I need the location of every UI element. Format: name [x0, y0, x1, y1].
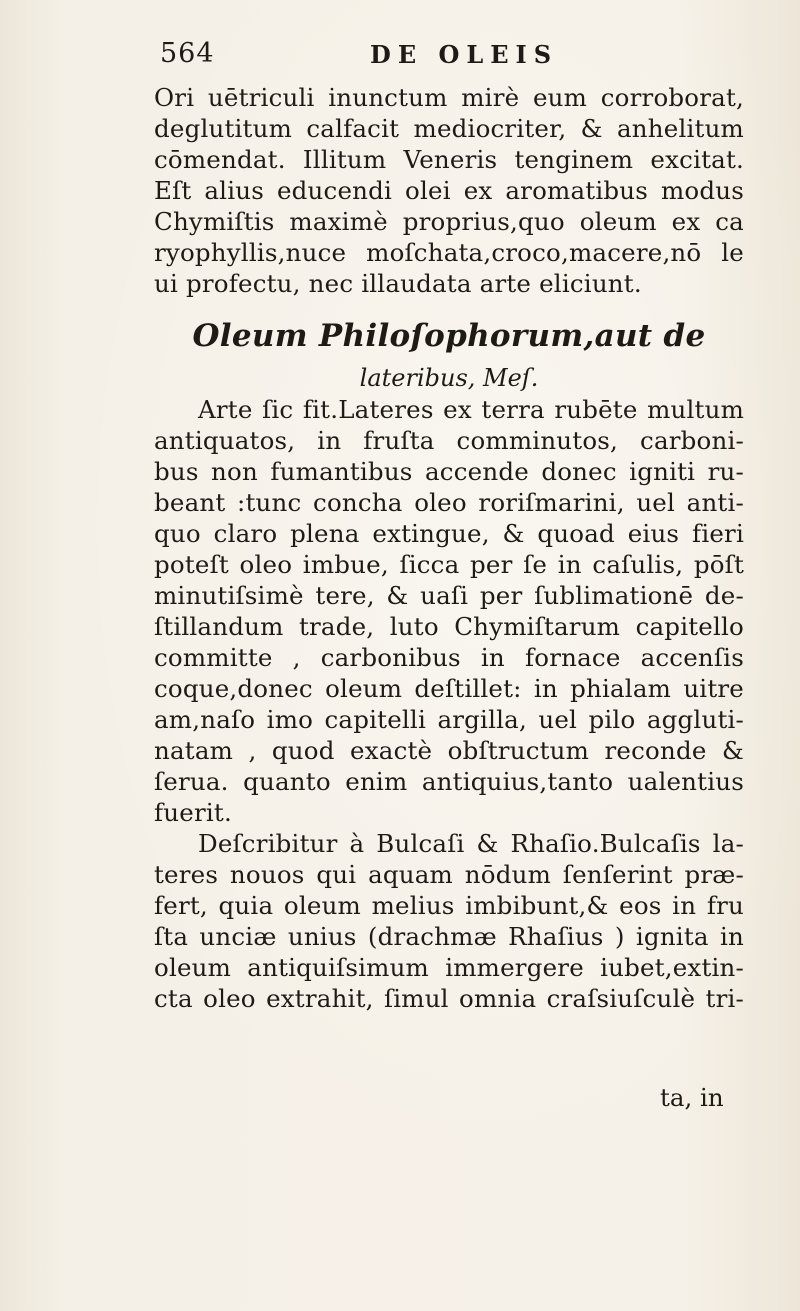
text-line: teres nouos qui aquam nōdum ſenſerint præ-	[154, 860, 744, 889]
text-line: cta oleo extrahit, ſimul omnia craſsiuſculè tri-	[154, 984, 744, 1013]
text-line: cōmendat. Illitum Veneris tenginem excitat.	[154, 145, 744, 174]
text-line: oleum antiquiſsimum immergere iubet,extin-	[154, 953, 744, 982]
text-line: ſta unciæ unius (drachmæ Rhaſius ) ignita in	[154, 922, 744, 951]
text-line: natam , quod exactè obſtructum reconde &	[154, 736, 744, 765]
section-heading-subtitle: lateribus, Meſ.	[359, 364, 539, 392]
section-heading-title: Oleum Philoſophorum,aut de	[192, 318, 706, 354]
running-head: DE OLEIS	[370, 40, 559, 69]
text-line: minutiſsimè tere, & uaſi per ſublimationē de-	[154, 581, 744, 610]
paragraph-2	[154, 394, 744, 828]
text-line: ui profectu, nec illaudata arte eliciunt.	[154, 269, 642, 298]
text-line: antiquatos, in fruſta comminutos, carboni-	[154, 426, 744, 455]
paragraph-1	[154, 82, 744, 299]
page-number: 564	[160, 38, 215, 69]
text-line: ſtillandum trade, luto Chymiſtarum capitello	[154, 612, 744, 641]
text-line: ryophyllis,nuce moſchata,croco,macere,nō le	[154, 238, 744, 267]
catchword: ta, in	[660, 1083, 724, 1112]
text-line: fuerit.	[154, 798, 232, 827]
text-line: poteſt oleo imbue, ſicca per ſe in caſulis, pōſt	[154, 550, 744, 579]
text-line: Arte ſic fit.Lateres ex terra rubēte multum	[198, 395, 744, 424]
text-line: coque,donec oleum deſtillet: in phialam uitre	[154, 674, 744, 703]
text-line: quo claro plena extingue, & quoad eius fieri	[154, 519, 744, 548]
text-line: Eſt alius educendi olei ex aromatibus modus	[154, 176, 744, 205]
text-line: am,naſo imo capitelli argilla, uel pilo aggluti-	[154, 705, 744, 734]
text-line: beant :tunc concha oleo roriſmarini, uel anti-	[154, 488, 744, 517]
text-line: fert, quia oleum melius imbibunt,& eos in fru	[154, 891, 744, 920]
text-line: Ori uētriculi inunctum mirè eum corroborat,	[154, 83, 744, 112]
paragraph-3	[154, 828, 744, 1014]
text-line: deglutitum calfacit mediocriter, & anhelitum	[154, 114, 744, 143]
text-line: ſerua. quanto enim antiquius,tanto ualentius	[154, 767, 744, 796]
text-line: Chymiſtis maximè proprius,quo oleum ex ca	[154, 207, 744, 236]
text-line: Deſcribitur à Bulcaſi & Rhaſio.Bulcaſis la-	[198, 829, 744, 858]
text-line: bus non fumantibus accende donec igniti ru-	[154, 457, 744, 486]
text-line: committe , carbonibus in fornace accenſis	[154, 643, 744, 672]
page-header	[160, 38, 680, 72]
